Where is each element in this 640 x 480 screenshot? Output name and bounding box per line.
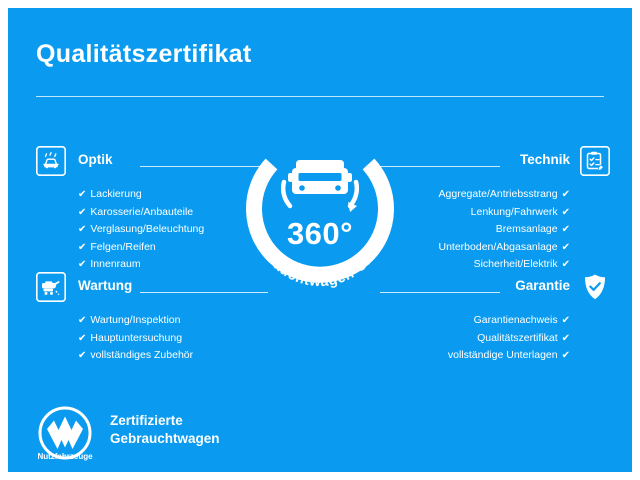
section-title-garantie: Garantie: [515, 278, 570, 293]
section-list-technik: [380, 186, 570, 274]
list-item: [380, 347, 570, 365]
list-item-label: Felgen/Reifen: [90, 240, 156, 253]
list-item-label: Verglasung/Beleuchtung: [90, 223, 205, 235]
list-item-label: Hauptuntersuchung: [90, 331, 183, 344]
badge-arc-text: Gebrauchtwagen-Check: [251, 230, 389, 291]
list-item-label: Garantienachweis: [473, 314, 558, 326]
list-item: [78, 347, 268, 365]
list-item-label: Lenkung/Fahrwerk: [470, 205, 558, 218]
list-item: [380, 239, 570, 257]
list-item-label: Unterboden/Abgasanlage: [438, 240, 558, 253]
oil-can-icon: [36, 272, 66, 302]
title-divider: [36, 96, 604, 97]
shield-check-icon: [580, 272, 610, 302]
badge-360-value: 360°: [286, 216, 354, 251]
section-list-wartung: [78, 312, 268, 365]
list-item: [380, 330, 570, 348]
list-item: [78, 312, 268, 330]
car-wash-icon: [36, 146, 66, 176]
check-icon: ✔: [561, 189, 570, 200]
car-front-icon: [288, 160, 352, 194]
list-item-label: Wartung/Inspektion: [90, 314, 181, 326]
footer-text: [110, 412, 220, 448]
section-list-garantie: [380, 312, 570, 365]
list-item: [380, 312, 570, 330]
check-icon: ✔: [561, 332, 570, 344]
check-icon: ✔: [561, 206, 570, 218]
section-header-technik: [380, 150, 570, 176]
list-item-label: Karosserie/Anbauteile: [90, 205, 194, 218]
check-icon: ✔: [561, 315, 570, 326]
check-icon: ✔: [561, 224, 570, 235]
footer-line-2: Gebrauchtwagen: [110, 431, 220, 446]
section-title-wartung: Wartung: [78, 278, 133, 293]
footer-line-1: Zertifizierte: [110, 413, 183, 428]
check-icon: ✔: [78, 189, 87, 200]
section-technik: [380, 150, 570, 274]
certificate-panel: [8, 8, 632, 472]
list-item: [380, 204, 570, 222]
list-item-label: Sicherheit/Elektrik: [473, 258, 558, 270]
check-icon: ✔: [78, 224, 87, 235]
list-item: [380, 256, 570, 274]
badge-360-check: [236, 116, 404, 296]
list-item: [380, 221, 570, 239]
checklist-clipboard-icon: [580, 146, 610, 176]
check-icon: ✔: [561, 350, 570, 361]
vw-brand-subtitle: Nutzfahrzeuge: [37, 452, 93, 461]
check-icon: ✔: [78, 206, 87, 218]
check-icon: ✔: [78, 241, 87, 253]
list-item-label: vollständige Unterlagen: [447, 349, 558, 361]
list-item-label: Innenraum: [90, 258, 141, 270]
check-icon: ✔: [78, 350, 87, 361]
section-title-technik: Technik: [519, 152, 570, 167]
list-item-label: vollständiges Zubehör: [90, 349, 194, 361]
check-icon: ✔: [561, 259, 570, 270]
section-header-garantie: [380, 276, 570, 302]
list-item: [78, 330, 268, 348]
check-icon: ✔: [78, 259, 87, 270]
list-item-label: Bremsanlage: [495, 223, 558, 235]
page-title: Qualitätszertifikat: [36, 40, 252, 68]
check-icon: ✔: [78, 315, 87, 326]
list-item: [380, 186, 570, 204]
section-garantie: [380, 276, 570, 365]
check-icon: ✔: [561, 241, 570, 253]
list-item-label: Qualitätszertifikat: [477, 331, 558, 344]
list-item-label: Lackierung: [90, 188, 142, 200]
list-item-label: Aggregate/Antriebsstrang: [438, 188, 558, 200]
section-title-optik: Optik: [78, 152, 113, 167]
check-icon: ✔: [78, 332, 87, 344]
